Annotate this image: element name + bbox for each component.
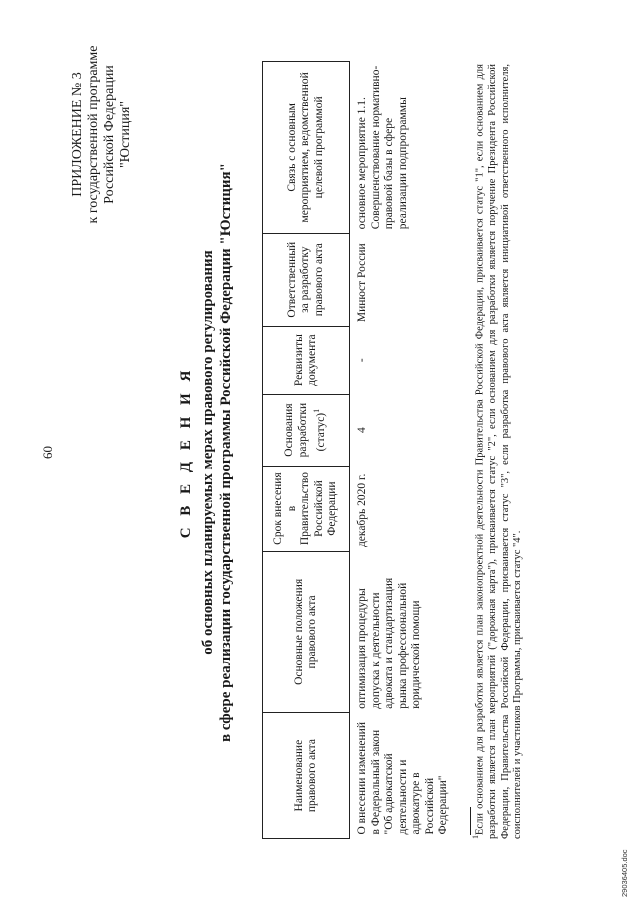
appendix-line-2: к государственной программе (86, 45, 101, 224)
document-subtitle: об основных планируемых мерах правового регулирования (200, 250, 216, 655)
cell-deadline: декабрь 2020 г. (356, 473, 368, 548)
header-responsible: Ответственный за разработку правового акта (263, 233, 350, 326)
header-deadline: Срок внесения в Правительство Российской Федерации (263, 466, 350, 551)
cell-requisites: - (356, 358, 368, 363)
header-basis (263, 394, 350, 466)
header-basis-text: Основания разработки (статус) (283, 402, 328, 458)
document-file-id: 29036405.doc (620, 849, 629, 897)
table-row (350, 62, 451, 839)
header-name: Наименование правового акта (263, 713, 350, 839)
cell-provisions: оптимизация процедуры допуска к деятельности адвоката и стандартизация рынка профессиональной юридической помощи (356, 577, 422, 709)
cell-name: О внесении изменений в Федеральный закон "Об адвокатской деятельности и адвокатуре в Российской Федерации" (356, 722, 449, 835)
appendix-title: ПРИЛОЖЕНИЕ № 3 (70, 72, 85, 197)
cell-link: основное мероприятие 1.1. Совершенствование нормативно-правовой базы в сфере реализации подпрограммы (356, 65, 409, 230)
header-requisites: Реквизиты документа (263, 326, 350, 394)
page-number: 60 (40, 446, 55, 459)
appendix-line-4: "Юстиция" (118, 100, 133, 169)
document-subtitle-2: в сфере реализации государственной программы Российской Федерации "Юстиция" (218, 163, 234, 742)
footnote (470, 64, 525, 839)
header-link: Связь с основным мероприятием, ведомственной целевой программой (263, 62, 350, 234)
document-title: С В Е Д Е Н И Я (178, 366, 194, 539)
footnote-mark: 1 (471, 835, 480, 839)
header-basis-footnote-mark: 1 (312, 408, 322, 413)
table-header-row (263, 62, 350, 839)
footnote-text: Если основанием для разработки является план законопроектной деятельности Правительства Российской Федерации, присваивается статус "1", если основанием для разработки является план мероприятий ("дорожная карта"), присваивается статус "2", если основанием для разработки является поручение Президента Российской Федерации, Правительства Российской Федерации, присваивается статус "3", если разработка правового акта является инициативой ответственного исполнителя, соисполнителей и участников Программы, присваивается статус "4". (474, 64, 524, 839)
cell-basis: 4 (356, 427, 368, 433)
header-provisions: Основные положения правового акта (263, 551, 350, 713)
appendix-header (70, 32, 134, 237)
regulation-table (262, 61, 451, 839)
cell-responsible: Минюст России (356, 243, 368, 323)
appendix-line-3: Российской Федерации (102, 65, 117, 204)
